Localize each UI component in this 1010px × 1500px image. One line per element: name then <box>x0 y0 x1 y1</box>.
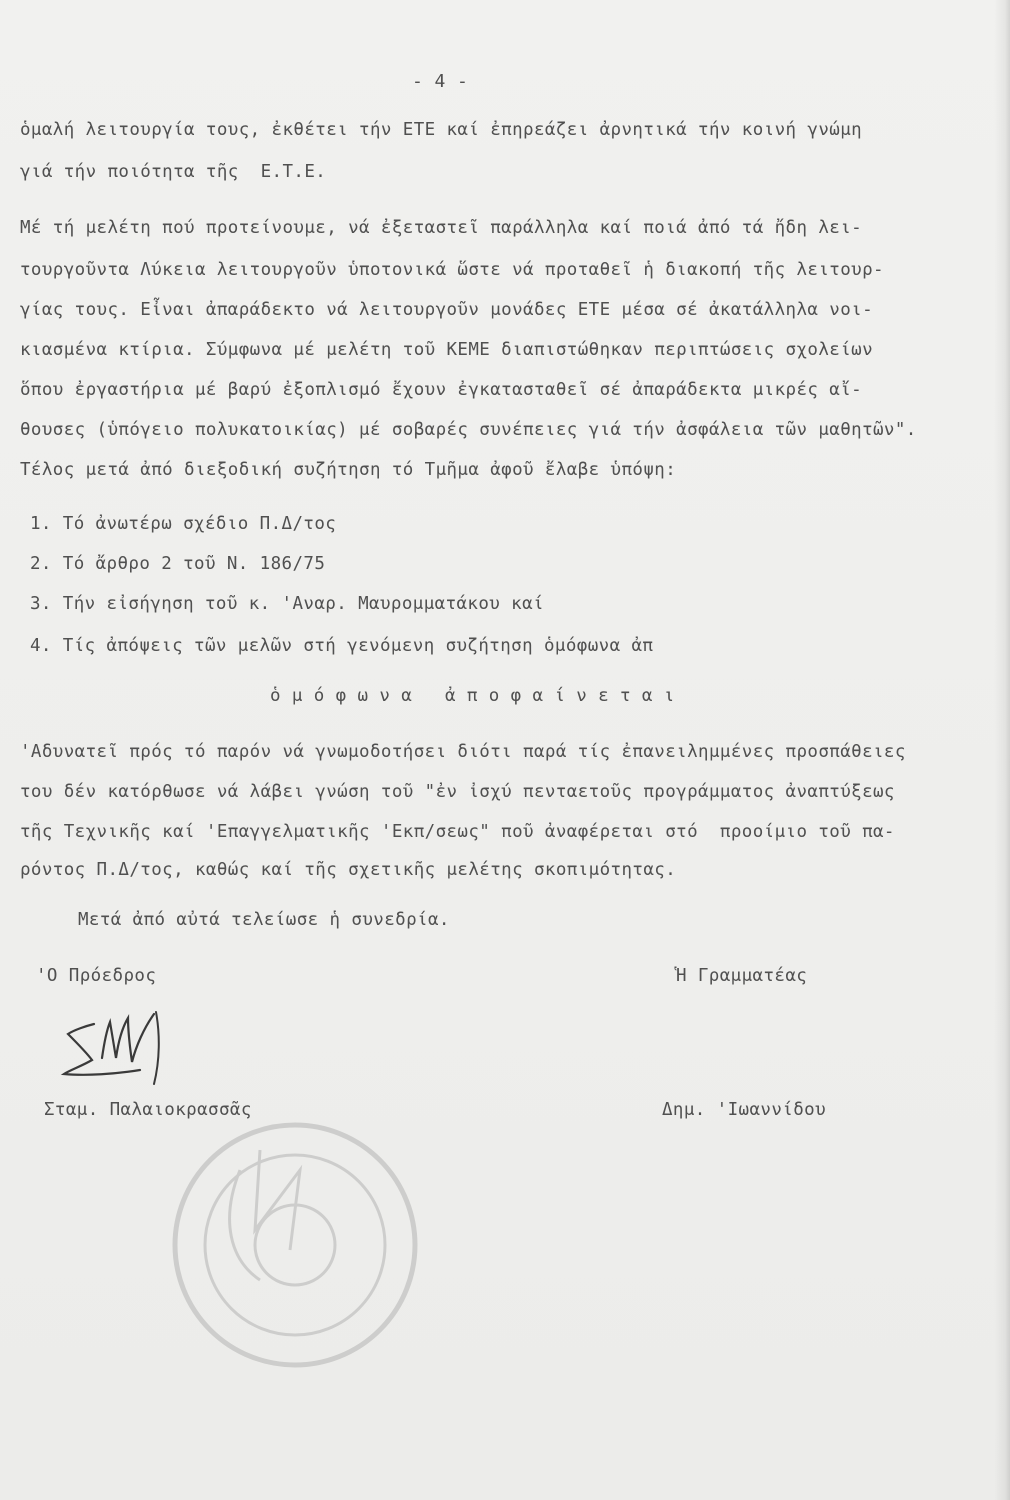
secretary-name: Δημ. 'Ιωαννίδου <box>662 1100 827 1120</box>
paragraph-line: τουργοῦντα Λύκεια λειτουργοῦν ὑποτονικά ὥστε νά προταθεῖ ἡ διακοπή τῆς λειτουρ- <box>20 260 884 280</box>
paragraph-line: θουσες (ὑπόγειο πολυκατοικίας) μέ σοβαρές συνέπειες γιά τήν ἀσφάλεια τῶν μαθητῶν". <box>20 420 917 440</box>
decision-line: τῆς Τεχνικῆς καί 'Επαγγελματικῆς 'Εκπ/σεως" ποῦ ἀναφέρεται στό προοίμιο τοῦ πα- <box>20 822 895 842</box>
paragraph-line: γιά τήν ποιότητα τῆς Ε.Τ.Ε. <box>20 162 327 182</box>
chairman-title: 'Ο Πρόεδρος <box>36 966 157 986</box>
decision-heading: ὁ μ ό φ ω ν α ἀ π ο φ α ί ν ε τ α ι <box>270 686 675 706</box>
consideration-item: 1. Τό ἀνωτέρω σχέδιο Π.Δ/τος <box>30 514 337 534</box>
decision-line: ρόντος Π.Δ/τος, καθώς καί τῆς σχετικῆς μελέτης σκοπιμότητας. <box>20 860 677 880</box>
closing-statement: Μετά ἀπό αὐτά τελείωσε ἡ συνεδρία. <box>78 910 450 930</box>
page-edge-shadow <box>994 0 1010 1500</box>
page-number: - 4 - <box>412 71 469 92</box>
paragraph-line: ὁμαλή λειτουργία τους, ἐκθέτει τήν ΕΤΕ καί ἐπηρεάζει ἀρνητικά τήν κοινή γνώμη <box>20 120 863 140</box>
decision-line: 'Αδυνατεῖ πρός τό παρόν νά γνωμοδοτήσει διότι παρά τίς ἐπανειλημμένες προσπάθειες <box>20 742 906 762</box>
paragraph-line: γίας τους. Εἶναι ἀπαράδεκτο νά λειτουργοῦν μονάδες ΕΤΕ μέσα σέ ἀκατάλληλα νοι- <box>20 300 873 320</box>
paragraph-line: κιασμένα κτίρια. Σύμφωνα μέ μελέτη τοῦ ΚΕΜΕ διαπιστώθηκαν περιπτώσεις σχολείων <box>20 340 873 360</box>
secretary-title: Ἡ Γραμματέας <box>676 966 808 986</box>
consideration-item: 3. Τήν εἰσήγηση τοῦ κ. 'Αναρ. Μαυρομματάκου καί <box>30 594 544 614</box>
handwritten-signature-icon <box>56 1004 176 1094</box>
chairman-name: Σταμ. Παλαιοκρασσᾶς <box>44 1100 252 1120</box>
consideration-item: 4. Τίς ἀπόψεις τῶν μελῶν στή γενόμενη συζήτηση ὁμόφωνα ἀπ <box>30 636 654 656</box>
paragraph-line: ὅπου ἐργαστήρια μέ βαρύ ἐξοπλισμό ἔχουν ἐγκατασταθεῖ σέ ἀπαράδεκτα μικρές αἴ- <box>20 380 863 400</box>
consideration-item: 2. Τό ἄρθρο 2 τοῦ Ν. 186/75 <box>30 554 326 574</box>
decision-line: του δέν κατόρθωσε νά λάβει γνώση τοῦ "ἐν ἰσχύ πενταετοῦς προγράμματος ἀναπτύξεως <box>20 782 895 802</box>
paragraph-line: Τέλος μετά ἀπό διεξοδική συζήτηση τό Τμῆμα ἀφοῦ ἔλαβε ὑπόψη: <box>20 460 677 480</box>
faint-seal-stamp-icon <box>160 1110 430 1380</box>
paragraph-line: Μέ τή μελέτη πού προτείνουμε, νά ἐξεταστεῖ παράλληλα καί ποιά ἀπό τά ἤδη λει- <box>20 218 863 238</box>
